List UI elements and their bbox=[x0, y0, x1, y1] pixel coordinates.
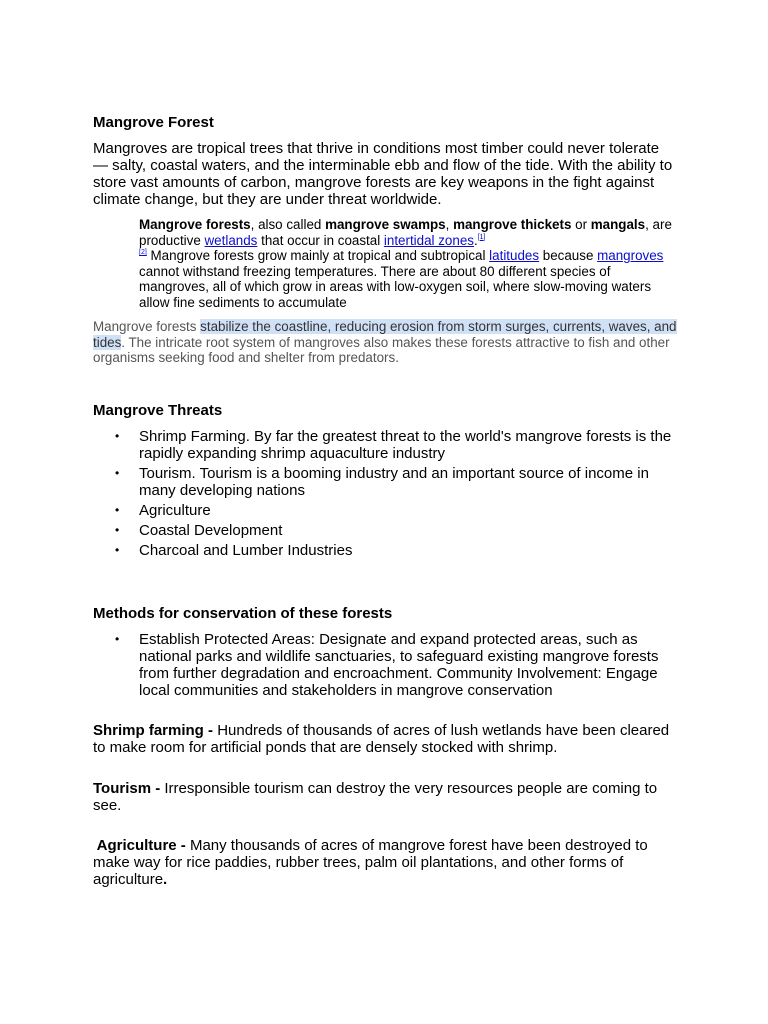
shrimp-farming-text: Hundreds of thousands of acres of lush wetlands have been cleared to make room for artificial ponds that are densely stocked with shrimp. bbox=[93, 722, 670, 756]
quote-text-5: that occur in coastal bbox=[257, 232, 384, 248]
tourism-label: Tourism - bbox=[93, 780, 165, 797]
intertidal-zones-link[interactable]: intertidal zones bbox=[383, 232, 474, 248]
bullet-icon: • bbox=[115, 466, 120, 480]
quote-bold-2: mangrove swamps bbox=[325, 217, 446, 232]
quote-text-9: cannot withstand freezing temperatures. There are about 80 different species of mangroves, all of which grow in areas with low-oxygen soil, where slow-moving waters allow fine sediments to accumulate bbox=[139, 263, 652, 310]
definition-quote bbox=[139, 217, 678, 310]
list-item bbox=[93, 502, 678, 519]
shrimp-farming-label: Shrimp farming - bbox=[93, 722, 218, 739]
agriculture-text: Many thousands of acres of mangrove forest have been destroyed to make way for rice paddies, rubber trees, palm oil plantations, and other forms of agriculture bbox=[93, 837, 648, 888]
quote-text-7: Mangrove forests grow mainly at tropical and subtropical bbox=[146, 248, 490, 263]
shrimp-farming-paragraph bbox=[93, 722, 678, 756]
methods-heading: Methods for conservation of these forests bbox=[93, 605, 393, 622]
bullet-icon: • bbox=[115, 523, 120, 537]
quote-bold-4: mangals bbox=[590, 217, 646, 232]
bullet-icon: • bbox=[115, 632, 120, 646]
quote-text-1: , also called bbox=[250, 217, 326, 232]
list-item bbox=[93, 631, 678, 699]
quote-text-4: , are productive bbox=[139, 217, 672, 248]
list-item-text: Shrimp Farming. By far the greatest threat to the world's mangrove forests is the rapidly expanding shrimp aquaculture industry bbox=[139, 428, 672, 462]
quote-bold-1: Mangrove forests bbox=[139, 217, 251, 232]
list-item bbox=[93, 465, 678, 499]
agriculture-paragraph bbox=[93, 837, 678, 888]
quote-text-6: . bbox=[473, 232, 478, 248]
list-item bbox=[93, 522, 678, 539]
quote-bold-3: mangrove thickets bbox=[453, 217, 572, 232]
bullet-icon: • bbox=[115, 429, 120, 443]
list-item-text: Establish Protected Areas: Designate and expand protected areas, such as national parks and wildlife sanctuaries, to safeguard existing mangrove forests from further degradation and encroachment. Community Involvement: Engage local communities and stakeholders in mangrove conservation bbox=[139, 631, 659, 699]
highlighted-text: stabilize the coastline, reducing erosion from storm surges, currents, waves, and tides bbox=[93, 319, 677, 350]
latitudes-link[interactable]: latitudes bbox=[489, 248, 540, 263]
quote-text-8: because bbox=[539, 248, 598, 263]
list-item bbox=[93, 428, 678, 462]
stabilize-rest: . The intricate root system of mangroves also makes these forests attractive to fish and other organisms seeking food and shelter from predators. bbox=[93, 334, 670, 365]
quote-text-2: , bbox=[445, 217, 454, 232]
wetlands-link[interactable]: wetlands bbox=[204, 232, 258, 248]
threats-list bbox=[93, 428, 678, 562]
agriculture-label: Agriculture - bbox=[93, 837, 190, 854]
stabilize-lead: Mangrove forests bbox=[93, 319, 201, 334]
list-item-text: Charcoal and Lumber Industries bbox=[139, 542, 353, 559]
agriculture-end: . bbox=[163, 871, 168, 888]
quote-text-3: or bbox=[571, 217, 591, 232]
methods-list bbox=[93, 631, 678, 702]
threats-heading: Mangrove Threats bbox=[93, 402, 223, 419]
bullet-icon: • bbox=[115, 543, 120, 557]
list-item-text: Tourism. Tourism is a booming industry and an important source of income in many developing nations bbox=[139, 465, 649, 499]
list-item bbox=[93, 542, 678, 559]
list-item-text: Coastal Development bbox=[139, 522, 283, 539]
stabilize-paragraph bbox=[93, 319, 678, 366]
mangroves-link[interactable]: mangroves bbox=[597, 248, 664, 263]
bullet-icon: • bbox=[115, 503, 120, 517]
page-title: Mangrove Forest bbox=[93, 114, 214, 131]
reference-1-link[interactable]: [1] bbox=[477, 233, 486, 241]
intro-paragraph: Mangroves are tropical trees that thrive in conditions most timber could never tolerate — salty, coastal waters, and the interminable ebb and flow of the tide. With the ability to store vast amounts of carbon, mangrove forests are key weapons in the fight against climate change, but they are under threat worldwide. bbox=[93, 140, 673, 208]
reference-2-link[interactable]: [2] bbox=[139, 249, 147, 256]
tourism-paragraph bbox=[93, 780, 678, 814]
tourism-text: Irresponsible tourism can destroy the very resources people are coming to see. bbox=[93, 780, 658, 814]
list-item-text: Agriculture bbox=[139, 502, 211, 519]
